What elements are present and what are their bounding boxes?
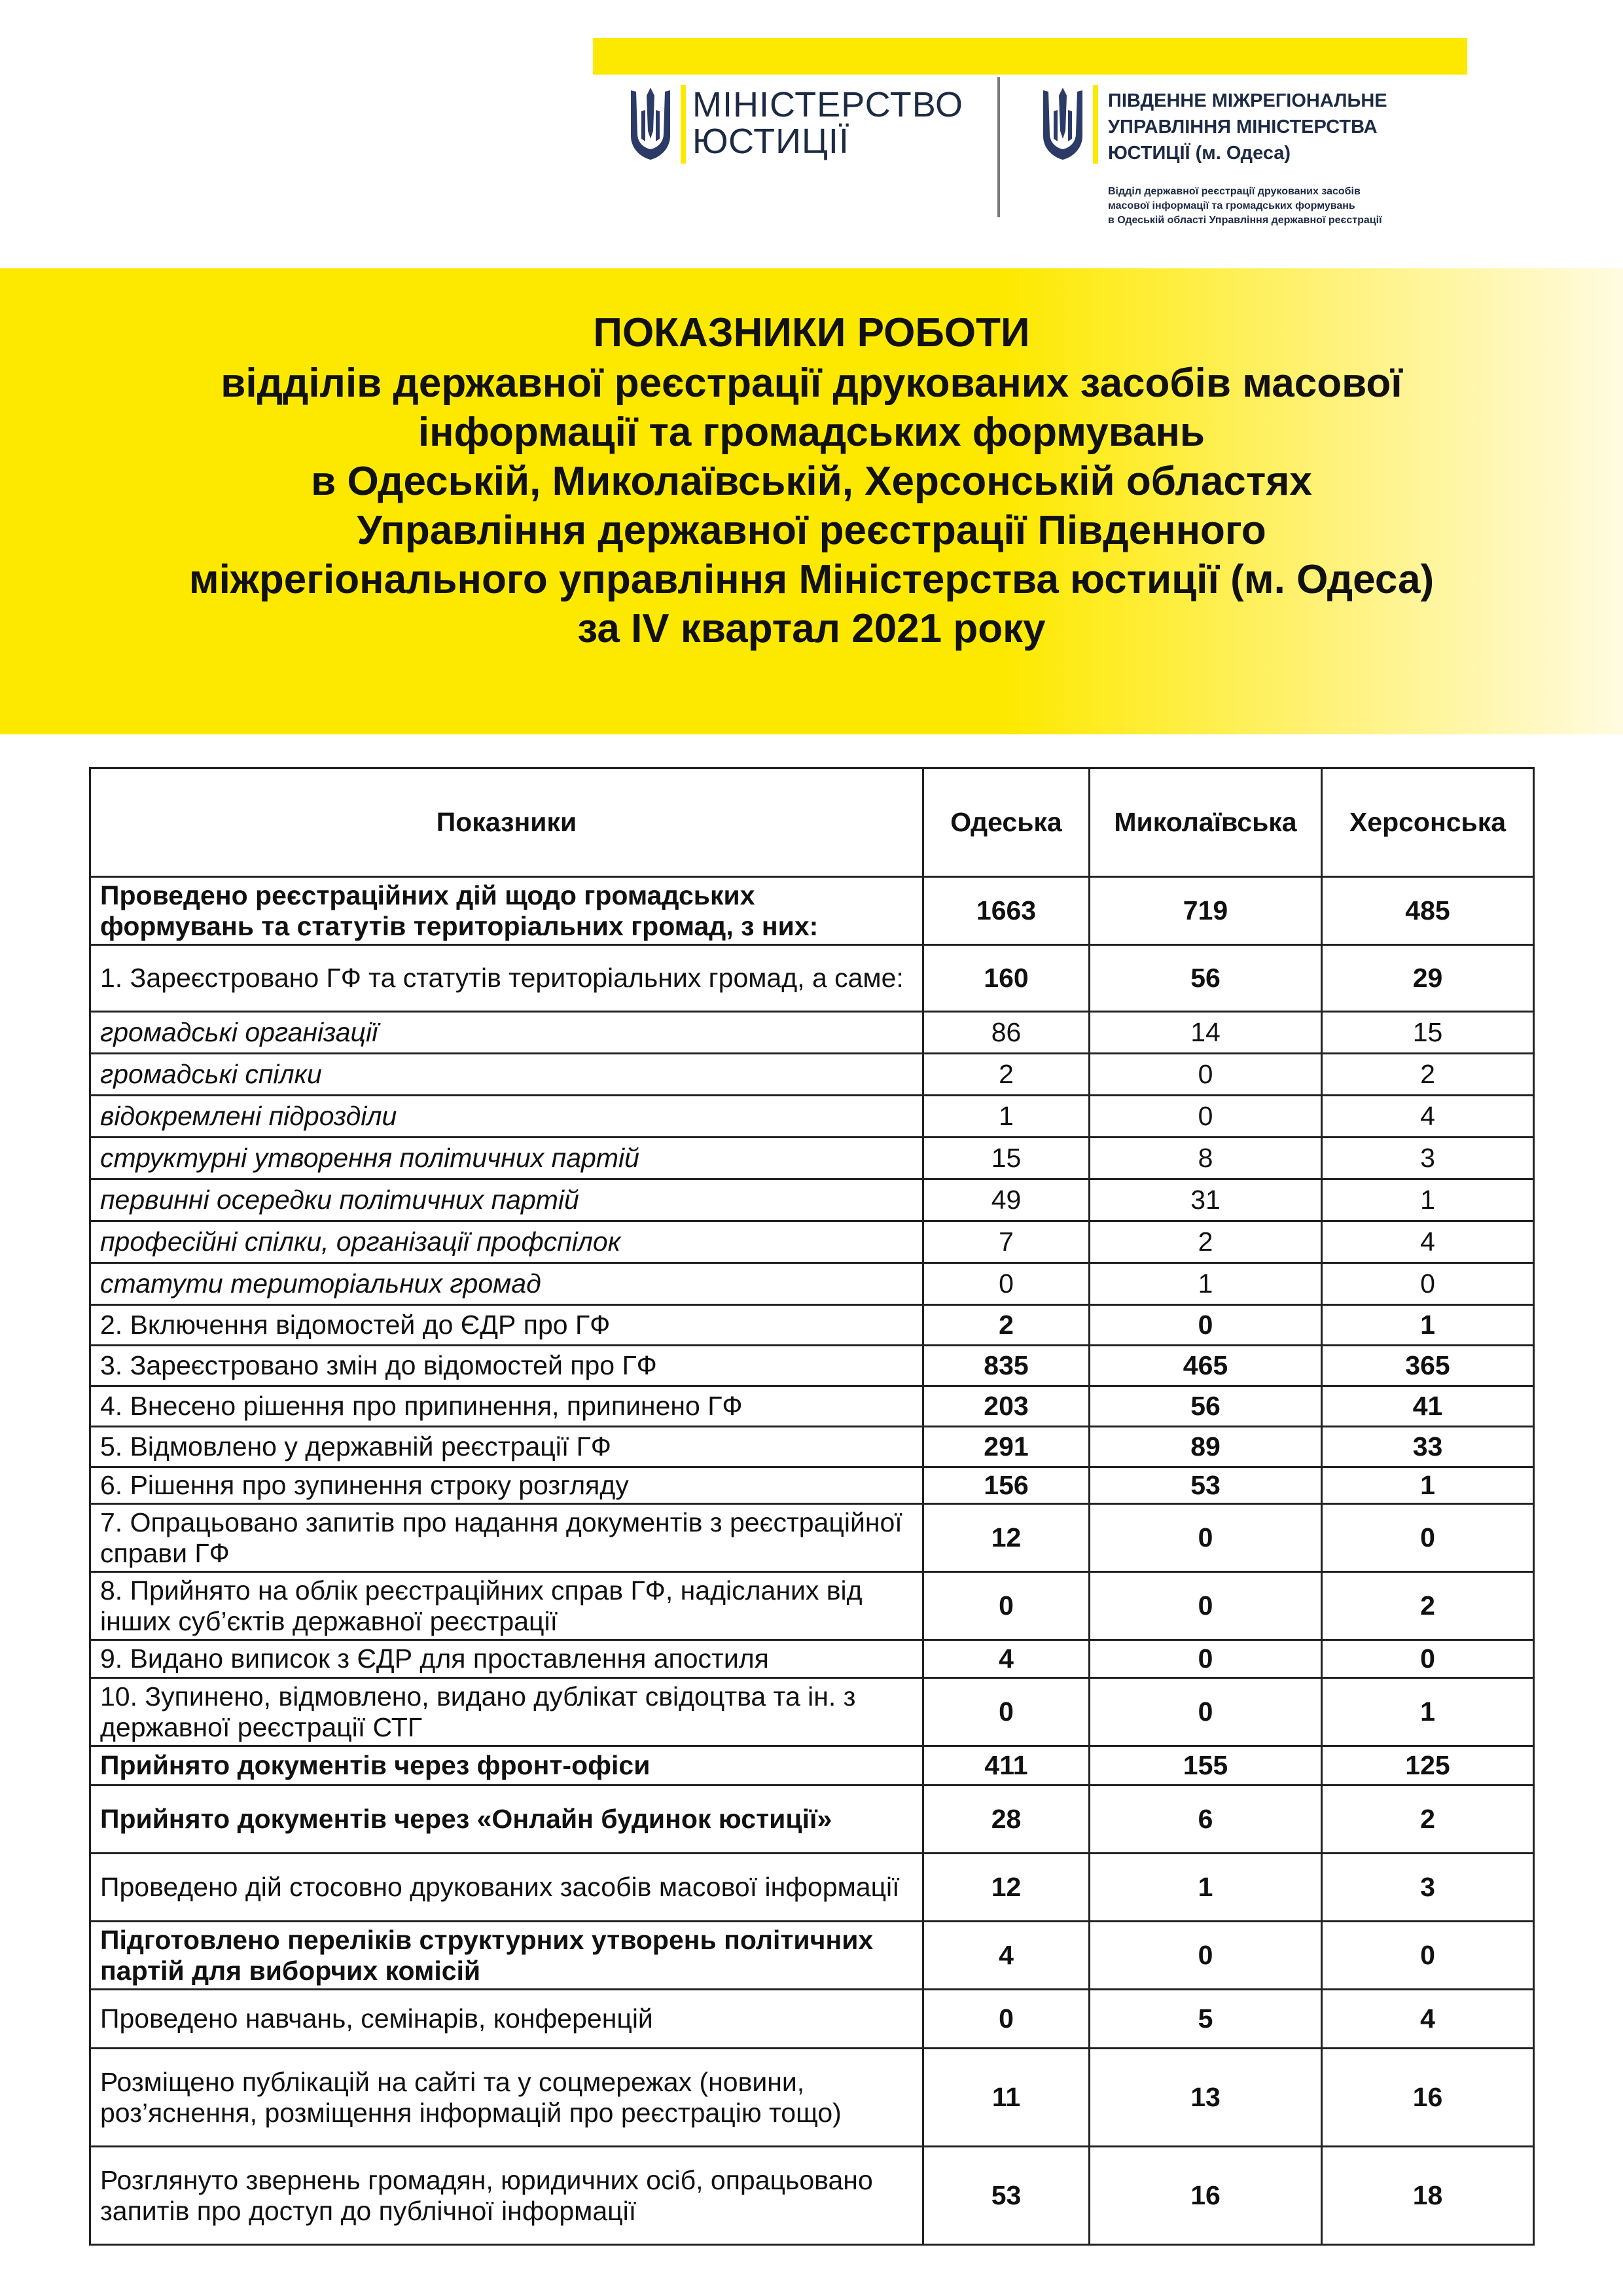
cell-mykolaiv: 1 <box>1090 1854 1322 1922</box>
table-header-row <box>90 768 1534 877</box>
cell-mykolaiv: 465 <box>1090 1346 1322 1386</box>
cell-mykolaiv: 0 <box>1090 1922 1322 1990</box>
cell-kherson: 1 <box>1322 1467 1534 1504</box>
cell-kherson: 0 <box>1322 1922 1534 1990</box>
ukraine-trident-icon <box>627 85 674 162</box>
table-row <box>90 1054 1534 1096</box>
cell-kherson: 41 <box>1322 1386 1534 1427</box>
row-label: Розміщено публікацій на сайті та у соцмережах (новини, роз’яснення, розміщення інформацій про реєстрацію тощо) <box>90 2049 923 2147</box>
cell-mykolaiv: 14 <box>1090 1012 1322 1054</box>
cell-mykolaiv: 31 <box>1090 1179 1322 1221</box>
cell-kherson: 1 <box>1322 1305 1534 1346</box>
cell-odesa: 49 <box>923 1179 1090 1221</box>
cell-mykolaiv: 0 <box>1090 1096 1322 1138</box>
cell-mykolaiv: 8 <box>1090 1138 1322 1179</box>
column-header-mykolaiv: Миколаївська <box>1090 768 1322 877</box>
ministry-line-1: МІНІСТЕРСТВО <box>692 85 964 124</box>
cell-kherson: 365 <box>1322 1346 1534 1386</box>
table-body <box>90 877 1534 2245</box>
cell-kherson: 18 <box>1322 2147 1534 2245</box>
table-row <box>90 1346 1534 1386</box>
row-label: 8. Прийнято на облік реєстраційних справ ГФ, надісланих від інших суб’єктів державної реєстрації <box>90 1572 923 1640</box>
column-header-odesa: Одеська <box>923 768 1090 877</box>
table-row <box>90 1990 1534 2049</box>
row-label: професійні спілки, організації профспілок <box>90 1221 923 1263</box>
cell-mykolaiv: 0 <box>1090 1678 1322 1746</box>
row-label: Прийнято документів через фронт-офіси <box>90 1746 923 1785</box>
dept-line-1: Відділ державної реєстрації друкованих засобів <box>1108 186 1361 197</box>
cell-kherson: 3 <box>1322 1138 1534 1179</box>
table-row <box>90 1467 1534 1504</box>
subtitle-line: в Одеській, Миколаївській, Херсонській областях <box>311 459 1312 504</box>
cell-odesa: 2 <box>923 1305 1090 1346</box>
cell-kherson: 16 <box>1322 2049 1534 2147</box>
department-subtitle <box>1108 185 1382 228</box>
column-header-kherson: Херсонська <box>1322 768 1534 877</box>
row-label: 6. Рішення про зупинення строку розгляду <box>90 1467 923 1504</box>
cell-mykolaiv: 13 <box>1090 2049 1322 2147</box>
cell-odesa: 291 <box>923 1427 1090 1467</box>
cell-odesa: 12 <box>923 1504 1090 1572</box>
table-row <box>90 1572 1534 1640</box>
table-row <box>90 1012 1534 1054</box>
row-label: громадські організації <box>90 1012 923 1054</box>
cell-kherson: 1 <box>1322 1678 1534 1746</box>
cell-odesa: 15 <box>923 1138 1090 1179</box>
south-line-1: ПІВДЕННЕ МІЖРЕГІОНАЛЬНЕ <box>1108 90 1387 111</box>
cell-kherson: 4 <box>1322 1221 1534 1263</box>
table-row <box>90 2049 1534 2147</box>
table-row <box>90 1640 1534 1678</box>
cell-kherson: 2 <box>1322 1785 1534 1854</box>
table-row <box>90 1922 1534 1990</box>
page-title: ПОКАЗНИКИ РОБОТИ <box>593 310 1030 355</box>
table-row <box>90 1785 1534 1854</box>
south-line-2: УПРАВЛІННЯ МІНІСТЕРСТВА <box>1108 117 1378 137</box>
cell-mykolaiv: 16 <box>1090 2147 1322 2245</box>
table-row <box>90 1305 1534 1346</box>
table-row <box>90 1427 1534 1467</box>
table-row <box>90 1138 1534 1179</box>
row-label: структурні утворення політичних партій <box>90 1138 923 1179</box>
cell-odesa: 0 <box>923 1678 1090 1746</box>
column-header-indicators: Показники <box>90 768 923 877</box>
cell-odesa: 12 <box>923 1854 1090 1922</box>
subtitle-line: міжрегіонального управління Міністерства юстиції (м. Одеса) <box>188 557 1435 602</box>
row-label: відокремлені підрозділи <box>90 1096 923 1138</box>
table-row <box>90 1263 1534 1305</box>
cell-odesa: 411 <box>923 1746 1090 1785</box>
subtitle-line: Управління державної реєстрації Південного <box>357 508 1266 553</box>
cell-mykolaiv: 89 <box>1090 1427 1322 1467</box>
cell-odesa: 2 <box>923 1054 1090 1096</box>
row-label: статути територіальних громад <box>90 1263 923 1305</box>
page-subtitle <box>0 359 1623 653</box>
row-label: Проведено навчань, семінарів, конференцій <box>90 1990 923 2049</box>
table-row <box>90 1504 1534 1572</box>
cell-mykolaiv: 1 <box>1090 1263 1322 1305</box>
row-label: Розглянуто звернень громадян, юридичних осіб, опрацьовано запитів про доступ до публічної інформації <box>90 2147 923 2245</box>
row-label: 10. Зупинено, відмовлено, видано дублікат свідоцтва та ін. з державної реєстрації СТГ <box>90 1678 923 1746</box>
row-label: 1. Зареєстровано ГФ та статутів територіальних громад, а саме: <box>90 945 923 1012</box>
cell-mykolaiv: 53 <box>1090 1467 1322 1504</box>
cell-odesa: 156 <box>923 1467 1090 1504</box>
cell-odesa: 203 <box>923 1386 1090 1427</box>
cell-kherson: 485 <box>1322 877 1534 945</box>
cell-odesa: 4 <box>923 1640 1090 1678</box>
table-row <box>90 1746 1534 1785</box>
dept-line-3: в Одеській області Управління державної реєстрації <box>1108 215 1382 226</box>
row-label: 7. Опрацьовано запитів про надання документів з реєстраційної справи ГФ <box>90 1504 923 1572</box>
south-accent-bar <box>1093 85 1098 164</box>
cell-kherson: 29 <box>1322 945 1534 1012</box>
ukraine-trident-icon <box>1039 85 1086 162</box>
cell-mykolaiv: 0 <box>1090 1572 1322 1640</box>
table-row <box>90 1096 1534 1138</box>
statistics-table <box>89 767 1535 2246</box>
row-label: Підготовлено переліків структурних утворень політичних партій для виборчих комісій <box>90 1922 923 1990</box>
cell-odesa: 0 <box>923 1263 1090 1305</box>
cell-mykolaiv: 0 <box>1090 1504 1322 1572</box>
cell-mykolaiv: 56 <box>1090 1386 1322 1427</box>
table-row <box>90 2147 1534 2245</box>
table-row <box>90 1221 1534 1263</box>
cell-odesa: 0 <box>923 1990 1090 2049</box>
cell-mykolaiv: 0 <box>1090 1054 1322 1096</box>
row-label: Прийнято документів через «Онлайн будинок юстиції» <box>90 1785 923 1854</box>
cell-odesa: 86 <box>923 1012 1090 1054</box>
cell-mykolaiv: 5 <box>1090 1990 1322 2049</box>
cell-odesa: 11 <box>923 2049 1090 2147</box>
cell-odesa: 0 <box>923 1572 1090 1640</box>
cell-kherson: 4 <box>1322 1990 1534 2049</box>
cell-kherson: 33 <box>1322 1427 1534 1467</box>
row-label: 9. Видано виписок з ЄДР для проставлення апостиля <box>90 1640 923 1678</box>
cell-odesa: 4 <box>923 1922 1090 1990</box>
cell-odesa: 1663 <box>923 877 1090 945</box>
cell-kherson: 0 <box>1322 1504 1534 1572</box>
cell-kherson: 2 <box>1322 1572 1534 1640</box>
cell-kherson: 125 <box>1322 1746 1534 1785</box>
cell-odesa: 28 <box>923 1785 1090 1854</box>
subtitle-line: інформації та громадських формувань <box>418 410 1205 455</box>
row-label: 2. Включення відомостей до ЄДР про ГФ <box>90 1305 923 1346</box>
cell-kherson: 4 <box>1322 1096 1534 1138</box>
cell-odesa: 160 <box>923 945 1090 1012</box>
table-row <box>90 877 1534 945</box>
subtitle-line: відділів державної реєстрації друкованих засобів масової <box>221 361 1402 406</box>
header-yellow-bar <box>593 38 1467 75</box>
cell-mykolaiv: 719 <box>1090 877 1322 945</box>
cell-kherson: 15 <box>1322 1012 1534 1054</box>
ministry-line-2: ЮСТИЦІЇ <box>692 122 849 161</box>
cell-mykolaiv: 155 <box>1090 1746 1322 1785</box>
row-label: первинні осередки політичних партій <box>90 1179 923 1221</box>
ministry-accent-bar <box>681 85 686 164</box>
cell-mykolaiv: 0 <box>1090 1305 1322 1346</box>
table-row <box>90 1179 1534 1221</box>
south-line-3: ЮСТИЦІЇ (м. Одеса) <box>1108 143 1291 164</box>
cell-kherson: 2 <box>1322 1054 1534 1096</box>
table-row <box>90 945 1534 1012</box>
cell-odesa: 53 <box>923 2147 1090 2245</box>
cell-odesa: 1 <box>923 1096 1090 1138</box>
row-label: 3. Зареєстровано змін до відомостей про ГФ <box>90 1346 923 1386</box>
cell-odesa: 835 <box>923 1346 1090 1386</box>
cell-kherson: 0 <box>1322 1640 1534 1678</box>
cell-mykolaiv: 6 <box>1090 1785 1322 1854</box>
subtitle-line: за IV квартал 2021 року <box>577 606 1046 651</box>
cell-kherson: 3 <box>1322 1854 1534 1922</box>
row-label: 5. Відмовлено у державній реєстрації ГФ <box>90 1427 923 1467</box>
table-row <box>90 1854 1534 1922</box>
row-label: громадські спілки <box>90 1054 923 1096</box>
south-department-name <box>1108 88 1387 166</box>
cell-kherson: 1 <box>1322 1179 1534 1221</box>
table-row <box>90 1386 1534 1427</box>
cell-mykolaiv: 2 <box>1090 1221 1322 1263</box>
ministry-logo-text <box>692 86 963 160</box>
dept-line-2: масової інформації та громадських формувань <box>1108 200 1355 211</box>
cell-kherson: 0 <box>1322 1263 1534 1305</box>
table-row <box>90 1678 1534 1746</box>
row-label: Проведено реєстраційних дій щодо громадських формувань та статутів територіальних громад, з них: <box>90 877 923 945</box>
cell-mykolaiv: 0 <box>1090 1640 1322 1678</box>
row-label: 4. Внесено рішення про припинення, припинено ГФ <box>90 1386 923 1427</box>
row-label: Проведено дій стосовно друкованих засобів масової інформації <box>90 1854 923 1922</box>
cell-mykolaiv: 56 <box>1090 945 1322 1012</box>
cell-odesa: 7 <box>923 1221 1090 1263</box>
logo-divider <box>997 77 1000 217</box>
